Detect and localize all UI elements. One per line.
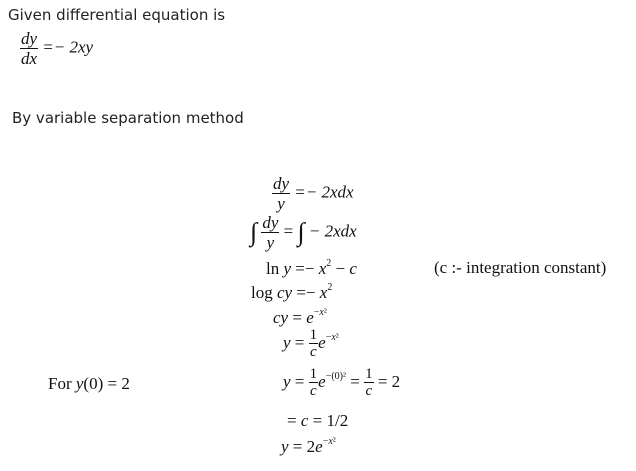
given-derivative: $\frac{dy}{dx}$ xyxy=(21,29,38,68)
given-equation xyxy=(20,30,93,67)
step-8: = c = 1/2 xyxy=(287,411,349,430)
given-rhs: =− 2xy xyxy=(42,37,94,57)
step-3: $\ln y =- x^2 - c$ xyxy=(266,258,357,278)
integral-sign: ∫ xyxy=(250,217,258,247)
initial-condition: For y(0) = 2 xyxy=(48,374,130,393)
step-7: y = $\frac{1}{c}$ $e^{-(0)^2}$ = $\frac{1}{c}$ = 2 xyxy=(283,366,401,399)
step-9: $y = 2e^{-x^2}$ xyxy=(281,436,336,456)
step-1: $\frac{dy}{y}$ =− 2xdx xyxy=(273,174,354,213)
integral-sign: ∫ xyxy=(297,217,305,247)
intro-text: Given differential equation is xyxy=(8,6,226,24)
constant-note: (c :- integration constant) xyxy=(434,258,607,277)
step-5: cy = $e^{-x^2}$ xyxy=(273,307,327,327)
step-2: ∫ $\frac{dy}{y}$ = ∫ − 2xdx xyxy=(250,213,357,252)
step-6: y = $\frac{1}{c}$ $e^{-x^2}$ xyxy=(283,327,339,360)
method-text: By variable separation method xyxy=(12,109,244,127)
step-4: log cy =− $x^2$ xyxy=(251,282,333,302)
